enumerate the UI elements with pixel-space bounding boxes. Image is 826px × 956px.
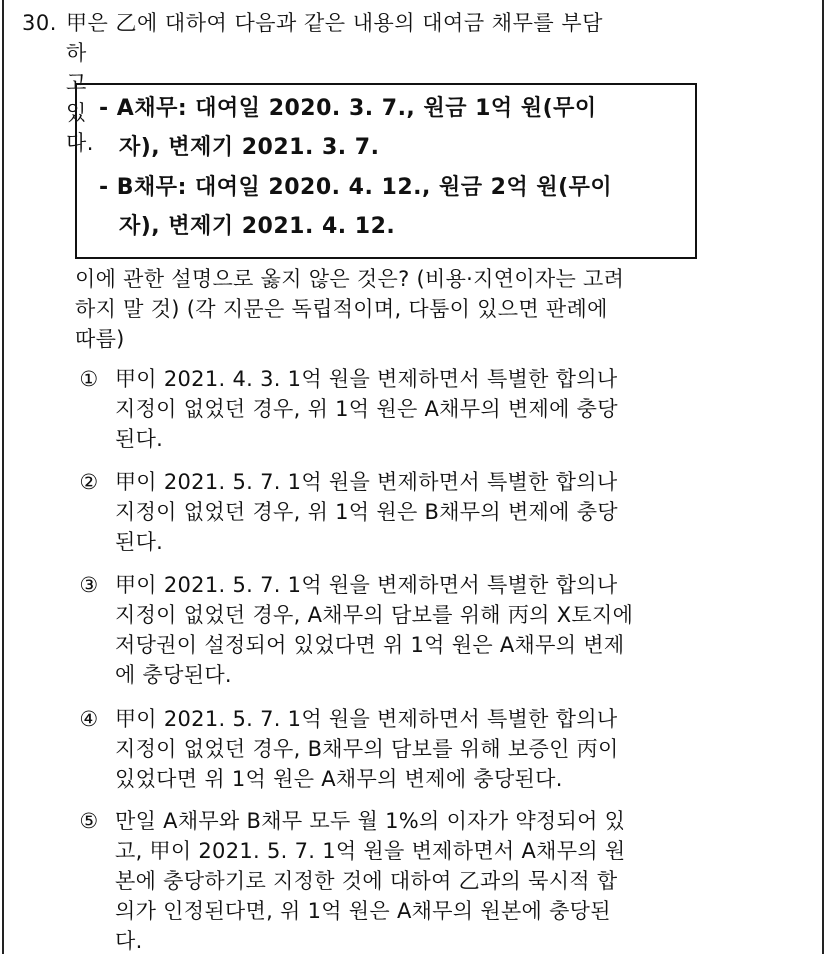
option-line: 다. — [115, 929, 143, 953]
option-2-mark: ② — [79, 470, 99, 494]
page-right-border — [822, 0, 824, 954]
question-stem-line-2: 하고 있다. — [66, 41, 94, 155]
option-line: 甲이 2021. 5. 7. 1억 원을 변제하면서 특별한 합의나 — [115, 707, 618, 731]
option-line: 에 충당된다. — [115, 663, 232, 687]
option-4[interactable] — [75, 704, 775, 794]
question-stem-line-1: 甲은 乙에 대하여 다음과 같은 내용의 대여금 채무를 부담 — [66, 11, 603, 35]
box-line-a2: 자), 변제기 2021. 3. 7. — [119, 135, 380, 160]
option-3-mark: ③ — [79, 573, 99, 597]
option-line: 지정이 없었던 경우, 위 1억 원은 A채무의 변제에 충당 — [115, 397, 618, 421]
box-line-b1: - B채무: 대여일 2020. 4. 12., 원금 2억 원(무이 — [99, 175, 613, 200]
option-line: 만일 A채무와 B채무 모두 월 1%의 이자가 약정되어 있 — [115, 809, 626, 833]
page-left-border — [2, 0, 4, 954]
option-line: 지정이 없었던 경우, 위 1억 원은 B채무의 변제에 충당 — [115, 500, 618, 524]
box-line-b2: 자), 변제기 2021. 4. 12. — [119, 214, 396, 239]
option-1[interactable] — [75, 364, 775, 454]
option-line: 고, 甲이 2021. 5. 7. 1억 원을 변제하면서 A채무의 원 — [115, 839, 626, 863]
option-line: 의가 인정된다면, 위 1억 원은 A채무의 원본에 충당된 — [115, 899, 611, 923]
option-line: 본에 충당하기로 지정한 것에 대하여 乙과의 묵시적 합 — [115, 869, 618, 893]
question-number: 30. — [22, 11, 57, 35]
instruction-line: 따름) — [75, 327, 125, 351]
option-line: 지정이 없었던 경우, A채무의 담보를 위해 丙의 X토지에 — [115, 603, 634, 627]
debt-info-box — [75, 83, 697, 259]
option-1-mark: ① — [79, 367, 99, 391]
instruction-line: 하지 말 것) (각 지문은 독립적이며, 다툼이 있으면 판례에 — [75, 297, 608, 321]
option-line: 된다. — [115, 530, 164, 554]
question-instruction — [75, 264, 775, 354]
instruction-line: 이에 관한 설명으로 옳지 않은 것은? (비용·지연이자는 고려 — [75, 267, 625, 291]
option-line: 甲이 2021. 5. 7. 1억 원을 변제하면서 특별한 합의나 — [115, 573, 618, 597]
option-line: 저당권이 설정되어 있었다면 위 1억 원은 A채무의 변제 — [115, 633, 625, 657]
option-5[interactable] — [75, 806, 775, 956]
option-line: 된다. — [115, 427, 164, 451]
option-line: 있었다면 위 1억 원은 A채무의 변제에 충당된다. — [115, 767, 563, 791]
option-2[interactable] — [75, 467, 775, 557]
option-5-mark: ⑤ — [79, 809, 99, 833]
option-line: 甲이 2021. 5. 7. 1억 원을 변제하면서 특별한 합의나 — [115, 470, 618, 494]
option-4-mark: ④ — [79, 707, 99, 731]
option-line: 甲이 2021. 4. 3. 1억 원을 변제하면서 특별한 합의나 — [115, 367, 618, 391]
box-line-a1: - A채무: 대여일 2020. 3. 7., 원금 1억 원(무이 — [99, 96, 597, 121]
option-3[interactable] — [75, 570, 775, 690]
option-line: 지정이 없었던 경우, B채무의 담보를 위해 보증인 丙이 — [115, 737, 619, 761]
